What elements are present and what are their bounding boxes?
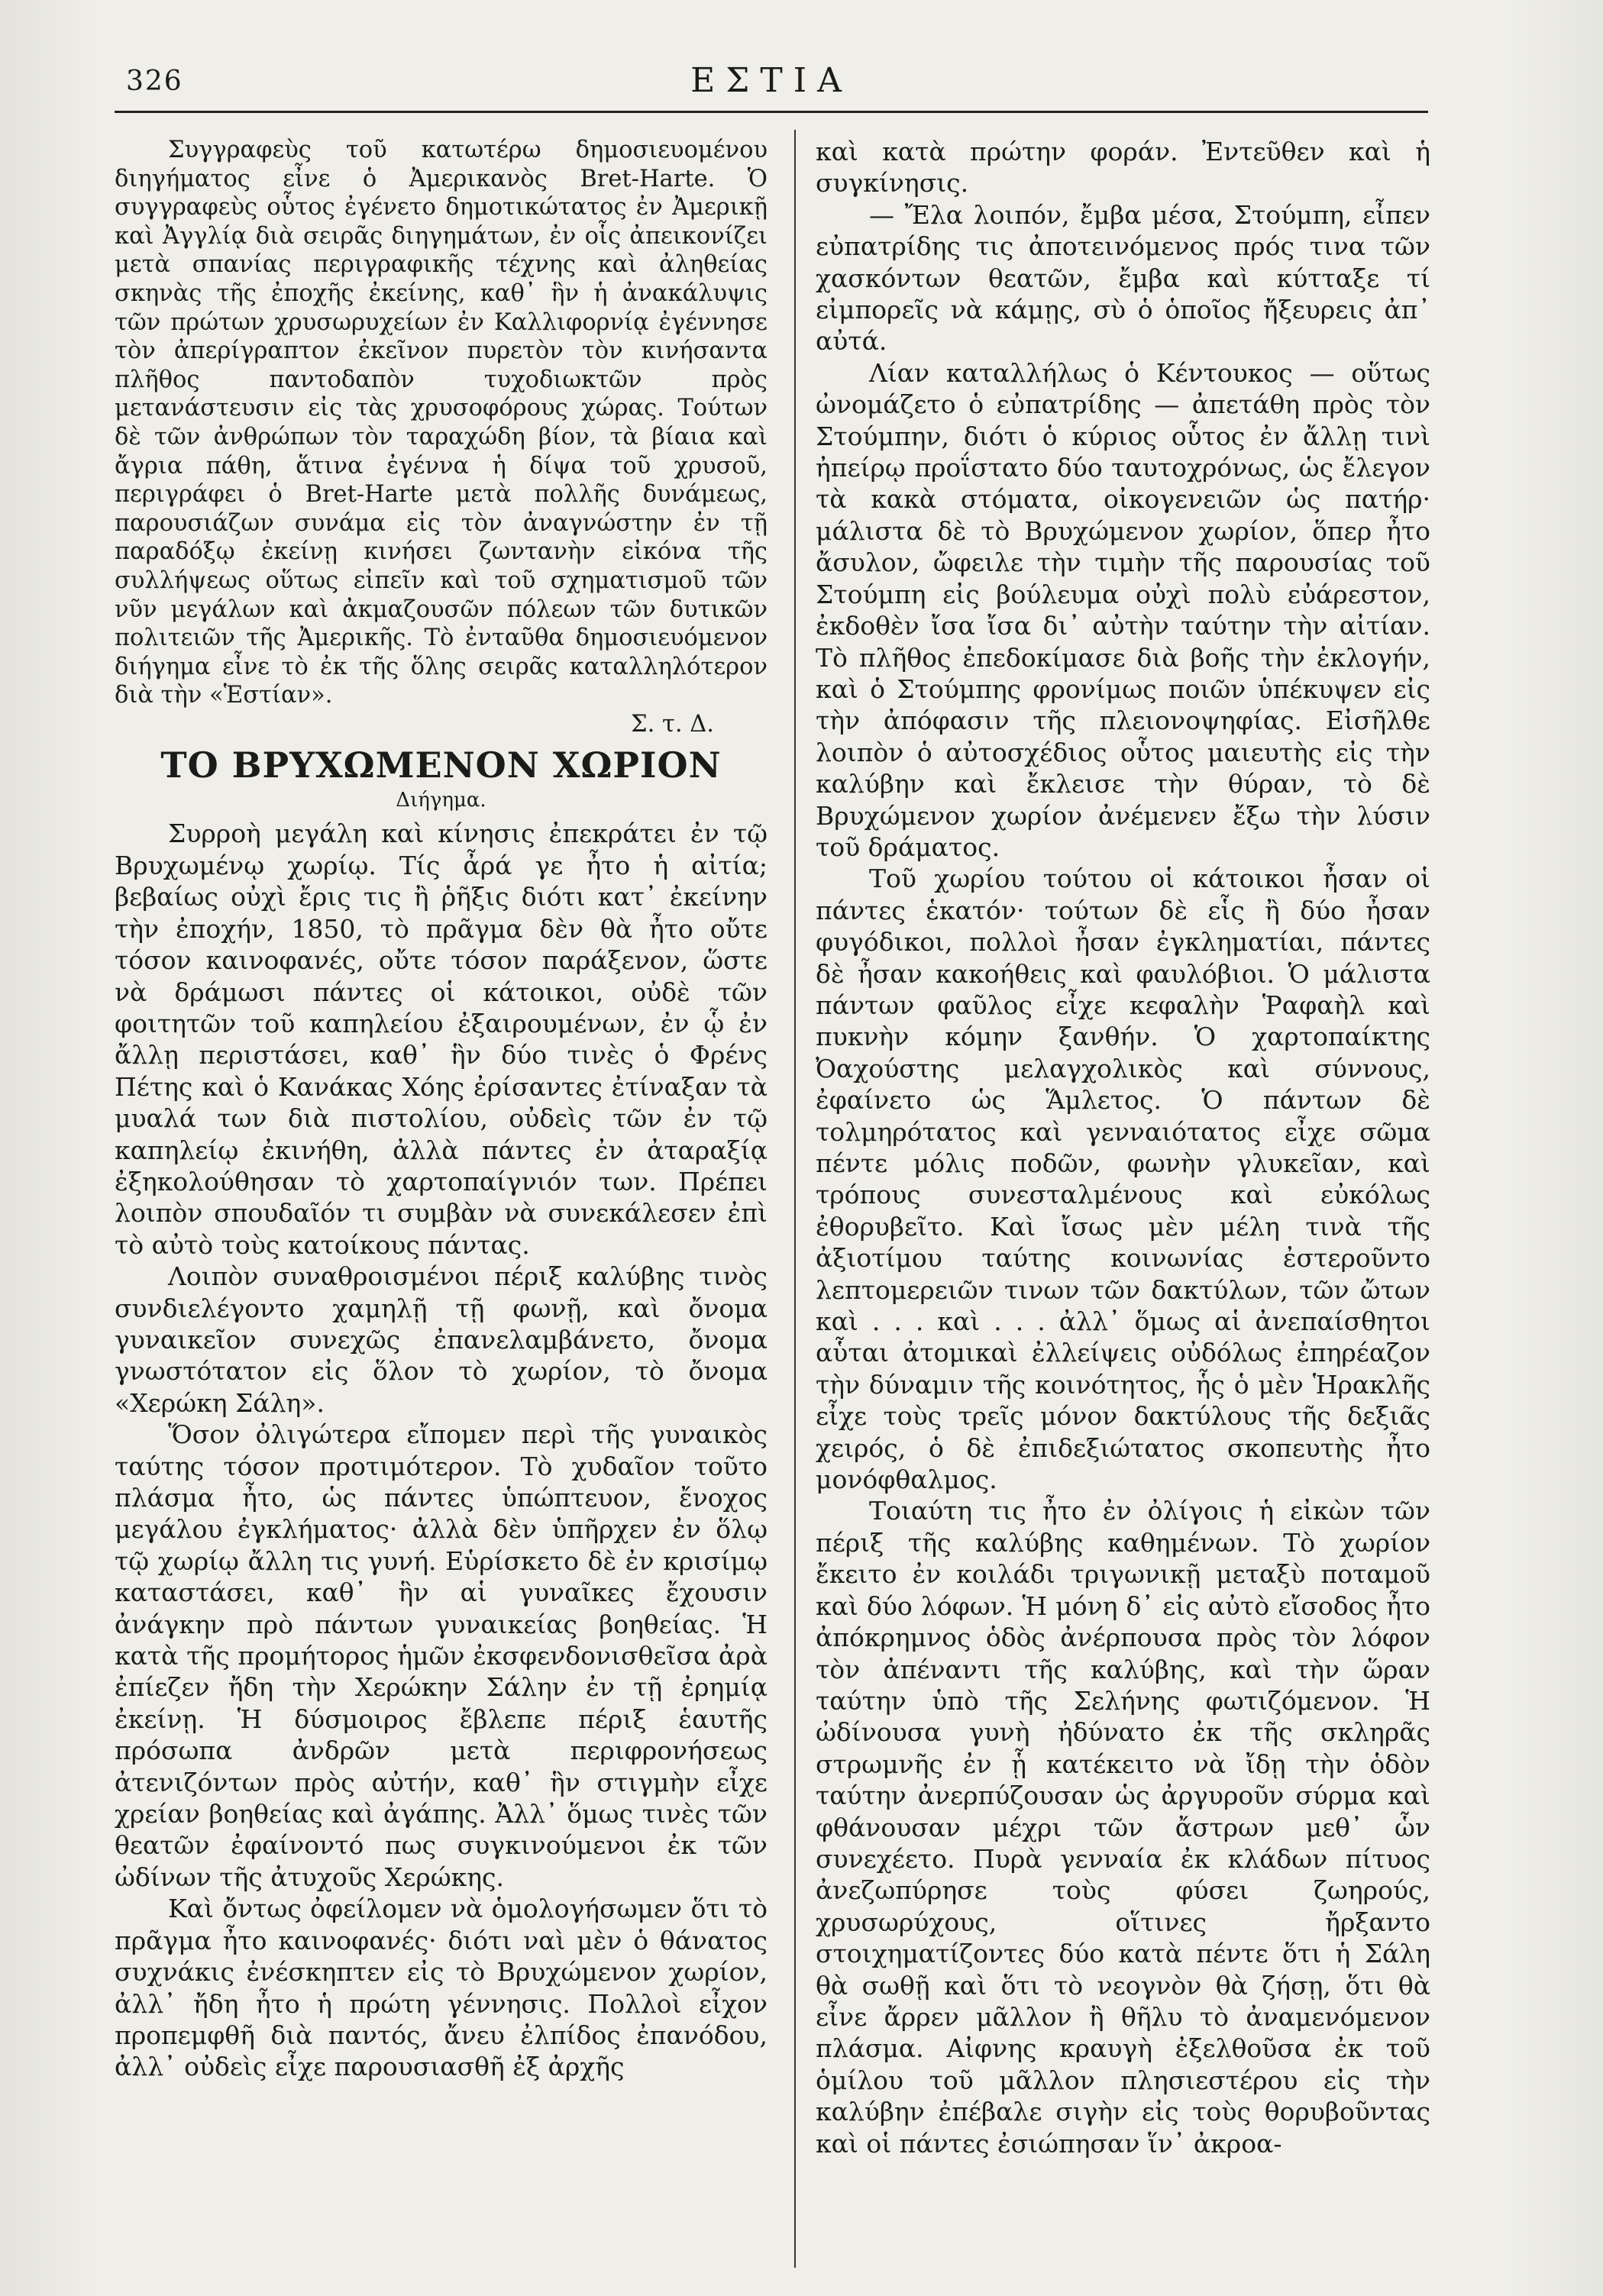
journal-title: ΕΣΤΙΑ: [690, 61, 852, 100]
editor-signature: Σ. τ. Δ.: [631, 710, 714, 738]
story-paragraph: Συρροὴ μεγάλη καὶ κίνησις ἐπεκράτει ἐν τῷ Βρυχωμένῳ χωρίῳ. Τίς ἆρά γε ἦτο ἡ αἰτία; βεβαίως οὐχὶ ἔρις τις ἢ ῥῆξις διότι κατ᾽ ἐκείνην τὴν ἐποχήν, 1850, τὸ πρᾶγμα δὲν θὰ ἦτο οὔτε τόσον καινοφανές, οὔτε τόσον παράξενον, ὥστε νὰ δράμωσι πάντες οἱ κάτοικοι, οὐδὲ τῶν φοιτητῶν τοῦ καπηλείου ἐξαιρουμένων, ἐν ᾧ ἐν ἄλλῃ περιστάσει, καθ᾽ ἣν δύο τινὲς ὁ Φρένς Πέτης καὶ ὁ Κανάκας Χόης ἐρίσαντες ἐτίναξαν τὰ μυαλά των διὰ πιστολίου, οὐδεὶς τῶν ἐν τῷ καπηλείῳ ἐκινήθη, ἀλλὰ πάντες ἐν ἀταραξίᾳ ἐξηκολούθησαν τὸ χαρτοπαίγνιόν των. Πρέπει λοιπὸν σπουδαῖόν τι συμβὰν νὰ συνεκάλεσεν ἐπὶ τὸ αὐτὸ τοὺς κατοίκους πάντας.: [115, 819, 768, 1260]
story-title: ΤΟ ΒΡΥΧΩΜΕΝΟΝ ΧΩΡΙΟΝ: [160, 744, 722, 786]
right-column: [816, 136, 1430, 2159]
left-column: [115, 136, 768, 2083]
header-rule: [115, 111, 1428, 113]
page-header: [118, 61, 1424, 107]
story-paragraph: Τοιαύτη τις ἦτο ἐν ὀλίγοις ἡ εἰκὼν τῶν πέριξ τῆς καλύβης καθημένων. Τὸ χωρίον ἔκειτο ἐν κοιλάδι τριγωνικῇ μεταξὺ ποταμοῦ καὶ δύο λόφων. Ἡ μόνη δ᾽ εἰς αὐτὸ εἴσοδος ἦτο ἀπόκρημνος ὁδὸς ἀνέρπουσα πρὸς τὸν λόφον τὸν ἀπέναντι τῆς καλύβης, καὶ τὴν ὥραν ταύτην ὑπὸ τῆς Σελήνης φωτιζόμενον. Ἡ ὠδίνουσα γυνὴ ἠδύνατο ἐκ τῆς σκληρᾶς στρωμνῆς ἐν ᾗ κατέκειτο νὰ ἴδῃ τὴν ὁδὸν ταύτην ἀνερπύζουσαν ὡς ἀργυροῦν σύρμα καὶ φθάνουσαν μέχρι τῶν ἄστρων μεθ᾽ ὧν συνεχέετο. Πυρὰ γενναία ἐκ κλάδων πίτυος ἀνεζωπύρησε τοὺς φύσει ζωηρούς, χρυσωρύχους, οἵτινες ἤρξαντο στοιχηματίζοντες δύο κατὰ πέντε ὅτι ἡ Σάλη θὰ σωθῇ καὶ ὅτι τὸ νεογνὸν θὰ ζήσῃ, ὅτι θὰ εἶνε ἄρρεν μᾶλλον ἢ θῆλυ τὸ ἀναμενόμενον πλάσμα. Αἰφνης κραυγὴ ἐξελθοῦσα ἐκ τοῦ ὁμίλου τοῦ μᾶλλον πλησιεστέρου εἰς τὴν καλύβην ἐπέβαλε σιγὴν εἰς τοὺς θορυβοῦντας καὶ οἱ πάντες ἐσιώπησαν ἵν᾽ ἀκροα-: [816, 1496, 1430, 2159]
story-paragraph: Λίαν καταλλήλως ὁ Κέντουκος — οὕτως ὠνομάζετο ὁ εὐπατρίδης — ἀπετάθη πρὸς τὸν Στούμπην, διότι ὁ κύριος οὗτος ἐν ἄλλῃ τινὶ ἠπείρῳ προΐστατο δύο ταυτοχρόνως, ὡς ἔλεγον τὰ κακὰ στόματα, οἰκογενειῶν ὡς πατήρ· μάλιστα δὲ τὸ Βρυχώμενον χωρίον, ὅπερ ἦτο ἄσυλον, ὤφειλε τὴν τιμὴν τῆς παρουσίας τοῦ Στούμπη εἰς βούλευμα οὐχὶ πολὺ εὐάρεστον, ἐκδοθὲν ἴσα ἴσα δι᾽ αὐτὴν ταύτην τὴν αἰτίαν. Τὸ πλῆθος ἐπεδοκίμασε διὰ βοῆς τὴν ἐκλογήν, καὶ ὁ Στούμπης φρονίμως ποιῶν ὑπέκυψεν εἰς τὴν ἀπόφασιν τῆς πλειονοψηφίας. Εἰσῆλθε λοιπὸν ὁ αὐτοσχέδιος οὗτος μαιευτὴς εἰς τὴν καλύβην καὶ ἔκλεισε τὴν θύραν, τὸ δὲ Βρυχώμενον χωρίον ἀνέμενεν ἔξω τὴν λύσιν τοῦ δράματος.: [816, 357, 1430, 862]
story-paragraph: Καὶ ὄντως ὀφείλομεν νὰ ὁμολογήσωμεν ὅτι τὸ πρᾶγμα ἦτο καινοφανές· διότι ναὶ μὲν ὁ θάνατος συχνάκις ἐνέσκηπτεν εἰς τὸ Βρυχώμενον χωρίον, ἀλλ᾽ ἤδη ἦτο ἡ πρώτη γέννησις. Πολλοὶ εἶχον προπεμφθῆ διὰ παντός, ἄνευ ἐλπίδος ἐπανόδου, ἀλλ᾽ οὐδεὶς εἶχε παρουσιασθῆ ἐξ ἀρχῆς: [115, 1894, 768, 2082]
editor-note: [115, 136, 768, 738]
story-paragraph: — Ἔλα λοιπόν, ἔμβα μέσα, Στούμπη, εἶπεν εὐπατρίδης τις ἀποτεινόμενος πρός τινα τῶν χασκόντων θεατῶν, ἔμβα καὶ κύτταξε τί εἰμπορεῖς νὰ κάμῃς, σὺ ὁ ὁποῖος ἤξευρεις ἀπ᾽ αὐτά.: [816, 199, 1430, 357]
story-paragraph: Λοιπὸν συναθροισμένοι πέριξ καλύβης τινὸς συνδιελέγοντο χαμηλῇ τῇ φωνῇ, καὶ ὄνομα γυναικεῖον συνεχῶς ἐπανελαμβάνετο, ὄνομα γνωστότατον εἰς ὅλον τὸ χωρίον, τὸ ὄνομα «Χερώκη Σάλη».: [115, 1261, 768, 1418]
page-number: 326: [126, 66, 183, 97]
editor-note-text: Συγγραφεὺς τοῦ κατωτέρω δημοσιευομένου διηγήματος εἶνε ὁ Ἀμερικανὸς Bret-Harte. Ὁ συγγραφεὺς οὗτος ἐγένετο δημοτικώτατος ἐν Ἀμερικῇ καὶ Ἀγγλίᾳ διὰ σειρᾶς διηγημάτων, ἐν οἷς ἀπεικονίζει μετὰ σπανίας περιγραφικῆς τέχνης καὶ ἀληθείας σκηνὰς τῆς ἐποχῆς ἐκείνης, καθ᾽ ἣν ἡ ἀνακάλυψις τῶν πρώτων χρυσωρυχείων ἐν Καλλιφορνίᾳ ἐγέννησε τὸν ἀπερίγραπτον ἐκεῖνον πυρετὸν τὸν κινήσαντα πλῆθος παντοδαπὸν τυχοδιωκτῶν πρὸς μετανάστευσιν εἰς τὰς χρυσοφόρους χώρας. Τούτων δὲ τῶν ἀνθρώπων τὸν ταραχώδη βίον, τὰ βίαια καὶ ἄγρια πάθη, ἅτινα ἐγέννα ἡ δίψα τοῦ χρυσοῦ, περιγράφει ὁ Bret-Harte μετὰ πολλῆς δυνάμεως, παρουσιάζων συνάμα εἰς τὸν ἀναγνώστην ἐν τῇ παραδόξῳ ἐκείνῃ κινήσει ζωντανὴν εἰκόνα τῆς συλλήψεως οὕτως εἰπεῖν καὶ τοῦ σχηματισμοῦ τῶν νῦν μεγάλων καὶ ἀκμαζουσῶν πόλεων τῶν δυτικῶν πολιτειῶν τῆς Ἀμερικῆς. Τὸ ἐνταῦθα δημοσιευόμενον διήγημα εἶνε τὸ ἐκ τῆς ὅλης σειρᾶς καταλληλότερον διὰ τὴν «Ἑστίαν».: [115, 137, 768, 709]
story-subtitle: Διήγημα.: [396, 789, 486, 812]
column-divider: [794, 130, 796, 2268]
story-paragraph: καὶ κατὰ πρώτην φοράν. Ἐντεῦθεν καὶ ἡ συγκίνησις.: [816, 137, 1430, 199]
story-paragraph: Τοῦ χωρίου τούτου οἱ κάτοικοι ἦσαν οἱ πάντες ἑκατόν· τούτων δὲ εἷς ἢ δύο ἦσαν φυγόδικοι, πολλοὶ ἦσαν ἐγκληματίαι, πάντες δὲ ἦσαν κακοήθεις καὶ φαυλόβιοι. Ὁ μάλιστα πάντων φαῦλος εἶχε κεφαλὴν Ῥαφαὴλ καὶ πυκνὴν κόμην ξανθήν. Ὁ χαρτοπαίκτης Ὀαχούστης μελαγχολικὸς καὶ σύννους, ἐφαίνετο ὡς Ἅμλετος. Ὁ πάντων δὲ τολμηρότατος καὶ γενναιότατος εἶχε σῶμα πέντε μόλις ποδῶν, φωνὴν γλυκεῖαν, καὶ τρόπους συνεσταλμένους καὶ εὐκόλως ἐθορυβεῖτο. Καὶ ἴσως μὲν μέλη τινὰ τῆς ἀξιοτίμου ταύτης κοινωνίας ἐστεροῦντο λεπτομερειῶν τινων τῶν δακτύλων, τῶν ὤτων καὶ . . . καὶ . . . ἀλλ᾽ ὅμως αἱ ἀνεπαίσθητοι αὗται ἀτομικαὶ ἐλλείψεις οὐδόλως ἐπηρέαζον τὴν δύναμιν τῆς κοινότητος, ἧς ὁ μὲν Ἡρακλῆς εἶχε τοὺς τρεῖς μόνον δακτύλους τῆς δεξιᾶς χειρός, ὁ δὲ ἐπιδεξιώτατος σκοπευτὴς ἦτο μονόφθαλμος.: [816, 864, 1430, 1495]
story-paragraph: Ὅσον ὀλιγώτερα εἴπομεν περὶ τῆς γυναικὸς ταύτης τόσον προτιμότερον. Τὸ χυδαῖον τοῦτο πλάσμα ἦτο, ὡς πάντες ὑπώπτευον, ἔνοχος μεγάλου ἐγκλήματος· ἀλλὰ δὲν ὑπῆρχεν ἐν ὅλῳ τῷ χωρίῳ ἄλλη τις γυνή. Εὑρίσκετο δὲ ἐν κρισίμῳ καταστάσει, καθ᾽ ἣν αἱ γυναῖκες ἔχουσιν ἀνάγκην πρὸ πάντων γυναικείας βοηθείας. Ἡ κατὰ τῆς προμήτορος ἡμῶν ἐκσφενδονισθεῖσα ἀρὰ ἐπίεζεν ἤδη τὴν Χερώκην Σάλην ἐν τῇ ἐρημίᾳ ἐκείνῃ. Ἡ δύσμοιρος ἔβλεπε πέριξ ἑαυτῆς πρόσωπα ἀνδρῶν μετὰ περιφρονήσεως ἀτενιζόντων πρὸς αὐτήν, καθ᾽ ἣν στιγμὴν εἶχε χρείαν βοηθείας καὶ ἀγάπης. Ἀλλ᾽ ὅμως τινὲς τῶν θεατῶν ἐφαίνοντό πως συγκινούμενοι ἐκ τῶν ὠδίνων τῆς ἀτυχοῦς Χερώκης.: [115, 1419, 768, 1892]
